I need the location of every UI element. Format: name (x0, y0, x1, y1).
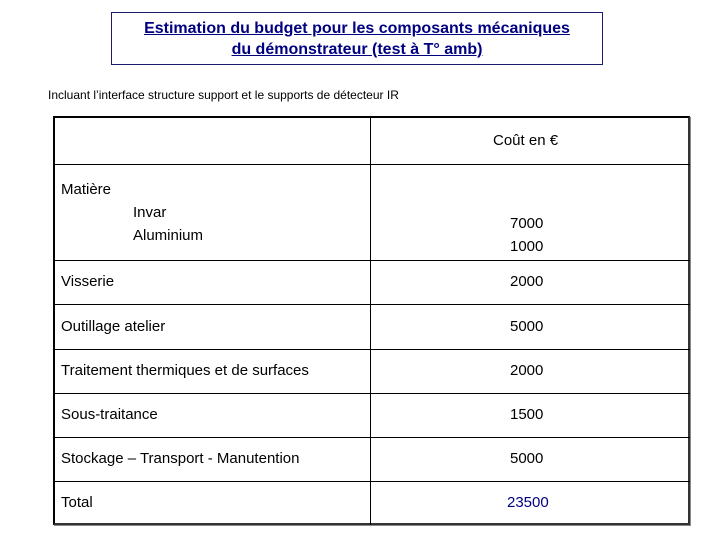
column-divider (370, 116, 371, 525)
matiere-item-label: Invar (133, 204, 167, 221)
row-divider (53, 349, 690, 350)
matiere-item-value: 7000 (510, 215, 544, 232)
row-label: Sous-traitance (61, 406, 158, 423)
row-label: Stockage – Transport - Manutention (61, 450, 300, 467)
header-cost: Coût en € (493, 132, 559, 149)
row-divider (53, 437, 690, 438)
row-value: 5000 (510, 318, 544, 335)
title-line-2: du démonstrateur (test à T° amb) (231, 40, 483, 58)
row-value: 1500 (510, 406, 544, 423)
subtitle: Incluant l’interface structure support et le supports de détecteur IR (48, 88, 399, 102)
total-label: Total (61, 494, 93, 511)
header-divider (53, 164, 690, 165)
row-value: 2000 (510, 273, 544, 290)
row-value: 5000 (510, 450, 544, 467)
row-divider (53, 304, 690, 305)
matiere-item-value: 1000 (510, 238, 544, 255)
row-value: 2000 (510, 362, 544, 379)
row-label: Traitement thermiques et de surfaces (61, 362, 309, 379)
row-divider (53, 481, 690, 482)
matiere-item-label: Aluminium (133, 227, 204, 244)
row-divider (53, 260, 690, 261)
row-label: Outillage atelier (61, 318, 166, 335)
total-value: 23500 (507, 494, 549, 511)
row-divider (53, 393, 690, 394)
matiere-label: Matière (61, 181, 112, 198)
title-line-1: Estimation du budget pour les composants mécaniques (144, 19, 570, 37)
row-label: Visserie (61, 273, 115, 290)
title-box (111, 12, 603, 65)
